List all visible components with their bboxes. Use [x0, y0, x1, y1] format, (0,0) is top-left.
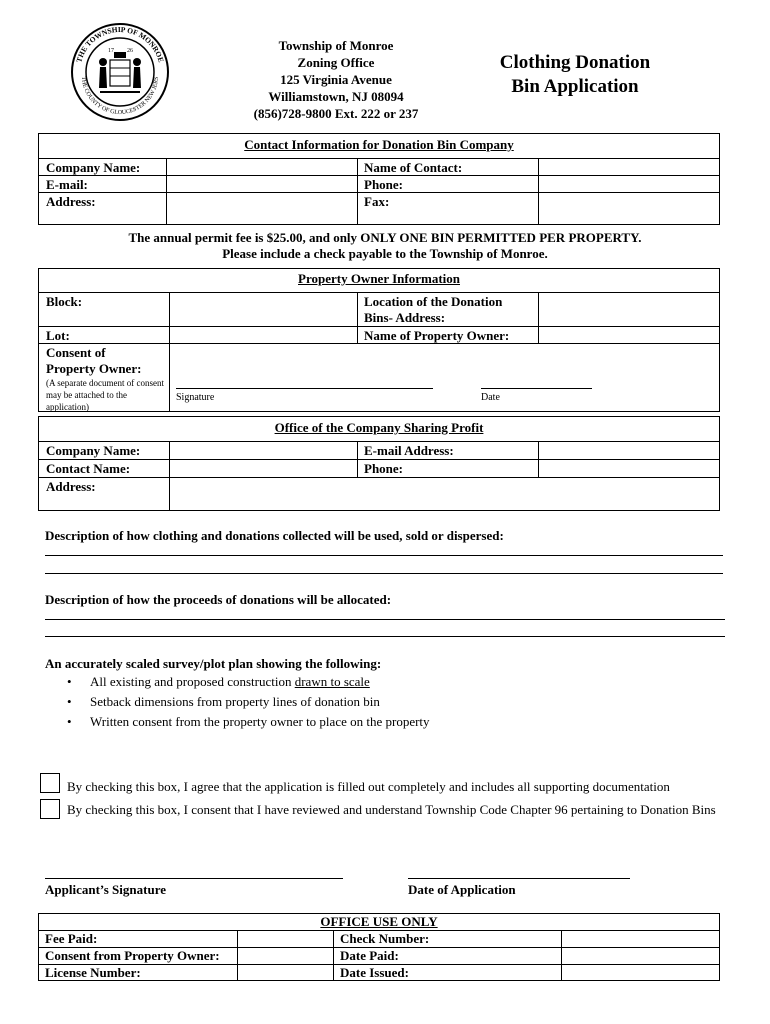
- list-item: • Written consent from the property owner to place on the property: [45, 712, 430, 732]
- date-issued-label: Date Issued:: [340, 965, 409, 980]
- office-line: 125 Virginia Avenue: [280, 72, 392, 87]
- office-line: Township of Monroe: [278, 38, 394, 53]
- agree-code-text: By checking this box, I consent that I have reviewed and understand Township Code Chapter 96 pertaining to Donation Bins: [67, 802, 716, 817]
- applicant-signature-line[interactable]: [45, 878, 343, 879]
- consent-owner-field[interactable]: [241, 948, 329, 963]
- survey-heading: An accurately scaled survey/plot plan showing the following:: [45, 656, 382, 671]
- seal-icon: [70, 22, 170, 122]
- clothing-description-line[interactable]: [45, 573, 723, 574]
- office-line: Williamstown, NJ 08094: [268, 89, 404, 104]
- property-owner-name-label: Name of Property Owner:: [364, 328, 510, 343]
- proceeds-description-line[interactable]: [45, 619, 725, 620]
- clothing-description-label: Description of how clothing and donations collected will be used, sold or dispersed:: [45, 528, 504, 543]
- lot-label: Lot:: [46, 328, 70, 343]
- consent-label: Consent of Property Owner:: [46, 345, 142, 376]
- license-number-label: License Number:: [45, 965, 141, 980]
- bullet-icon: •: [67, 674, 72, 689]
- profit-email-label: E-mail Address:: [364, 443, 454, 458]
- proceeds-description-label: Description of how the proceeds of donations will be allocated:: [45, 592, 392, 607]
- applicant-signature-label: Applicant’s Signature: [45, 882, 166, 897]
- location-label: Location of the Donation Bins- Address:: [364, 294, 503, 325]
- check-number-label: Check Number:: [340, 931, 430, 946]
- profit-section-title: Office of the Company Sharing Profit: [274, 420, 484, 435]
- date-paid-field[interactable]: [565, 948, 716, 963]
- profit-contact-name-label: Contact Name:: [46, 461, 131, 476]
- svg-text:17: 17: [108, 48, 114, 54]
- address-field[interactable]: [170, 194, 354, 222]
- profit-address-label: Address:: [46, 479, 96, 494]
- owner-signature-line[interactable]: [176, 388, 433, 389]
- profit-phone-field[interactable]: [542, 461, 716, 476]
- office-line: Zoning Office: [297, 55, 375, 70]
- list-item: • Setback dimensions from property lines of donation bin: [45, 692, 430, 712]
- phone-label: Phone:: [364, 177, 403, 192]
- fee-notice: The annual permit fee is $25.00, and only ONLY ONE BIN PERMITTED PER PROPERTY. Please include a check payable to the Township of Monroe.: [128, 230, 642, 261]
- profit-company-name-label: Company Name:: [46, 443, 141, 458]
- consent-note: (A separate document of consent may be attached to the application): [46, 378, 164, 412]
- profit-company-name-field[interactable]: [173, 443, 353, 458]
- date-paid-label: Date Paid:: [340, 948, 399, 963]
- clothing-description-line[interactable]: [45, 555, 723, 556]
- bullet-icon: •: [67, 714, 72, 729]
- name-of-contact-label: Name of Contact:: [364, 160, 463, 175]
- svg-text:THE TOWNSHIP OF MONROE: THE TOWNSHIP OF MONROE: [74, 24, 166, 64]
- survey-requirements-list: [45, 672, 430, 732]
- address-label: Address:: [46, 194, 96, 209]
- svg-text:IN THE COUNTY OF GLOUCESTER NE: THE COUNTY OF GLOUCESTER NEW JERS: [79, 76, 161, 117]
- agree-complete-checkbox[interactable]: [40, 773, 60, 793]
- fee-paid-field[interactable]: [241, 931, 329, 946]
- application-date-line[interactable]: [408, 878, 630, 879]
- proceeds-description-line[interactable]: [45, 636, 725, 637]
- block-label: Block:: [46, 294, 83, 309]
- page-title: Clothing Donation Bin Application: [499, 52, 651, 97]
- profit-contact-name-field[interactable]: [173, 461, 353, 476]
- email-field[interactable]: [170, 177, 354, 191]
- property-section-title: Property Owner Information: [298, 271, 460, 286]
- fee-paid-label: Fee Paid:: [45, 931, 98, 946]
- application-date-label: Date of Application: [408, 882, 516, 897]
- date-issued-field[interactable]: [565, 965, 716, 980]
- lot-field[interactable]: [173, 328, 353, 342]
- svg-text:26: 26: [127, 48, 133, 54]
- consent-owner-label: Consent from Property Owner:: [45, 948, 220, 963]
- list-item: • All existing and proposed construction drawn to scale: [45, 672, 430, 692]
- phone-field[interactable]: [542, 177, 716, 191]
- name-of-contact-field[interactable]: [542, 160, 716, 174]
- check-number-field[interactable]: [565, 931, 716, 946]
- office-use-title: OFFICE USE ONLY: [320, 914, 438, 929]
- profit-phone-label: Phone:: [364, 461, 403, 476]
- date-caption: Date: [481, 392, 500, 403]
- township-seal: [70, 22, 170, 122]
- property-owner-name-field[interactable]: [542, 328, 716, 342]
- signature-caption: Signature: [176, 392, 215, 403]
- bullet-icon: •: [67, 694, 72, 709]
- owner-date-line[interactable]: [481, 388, 592, 389]
- office-line: (856)728-9800 Ext. 222 or 237: [253, 106, 419, 121]
- agree-code-checkbox[interactable]: [40, 799, 60, 819]
- office-address-block: [236, 37, 436, 122]
- agree-complete-text: By checking this box, I agree that the application is filled out completely and includes all supporting documentation: [67, 779, 670, 794]
- drawn-to-scale-text: drawn to scale: [294, 674, 370, 689]
- license-number-field[interactable]: [241, 965, 329, 980]
- profit-email-field[interactable]: [542, 443, 716, 458]
- location-field[interactable]: [542, 294, 716, 324]
- fax-label: Fax:: [364, 194, 390, 209]
- block-field[interactable]: [173, 294, 353, 324]
- profit-address-field[interactable]: [173, 479, 716, 509]
- contact-section-title: Contact Information for Donation Bin Company: [244, 137, 514, 152]
- email-label: E-mail:: [46, 177, 88, 192]
- company-name-label: Company Name:: [46, 160, 141, 175]
- fax-field[interactable]: [542, 194, 716, 222]
- company-name-field[interactable]: [170, 160, 354, 174]
